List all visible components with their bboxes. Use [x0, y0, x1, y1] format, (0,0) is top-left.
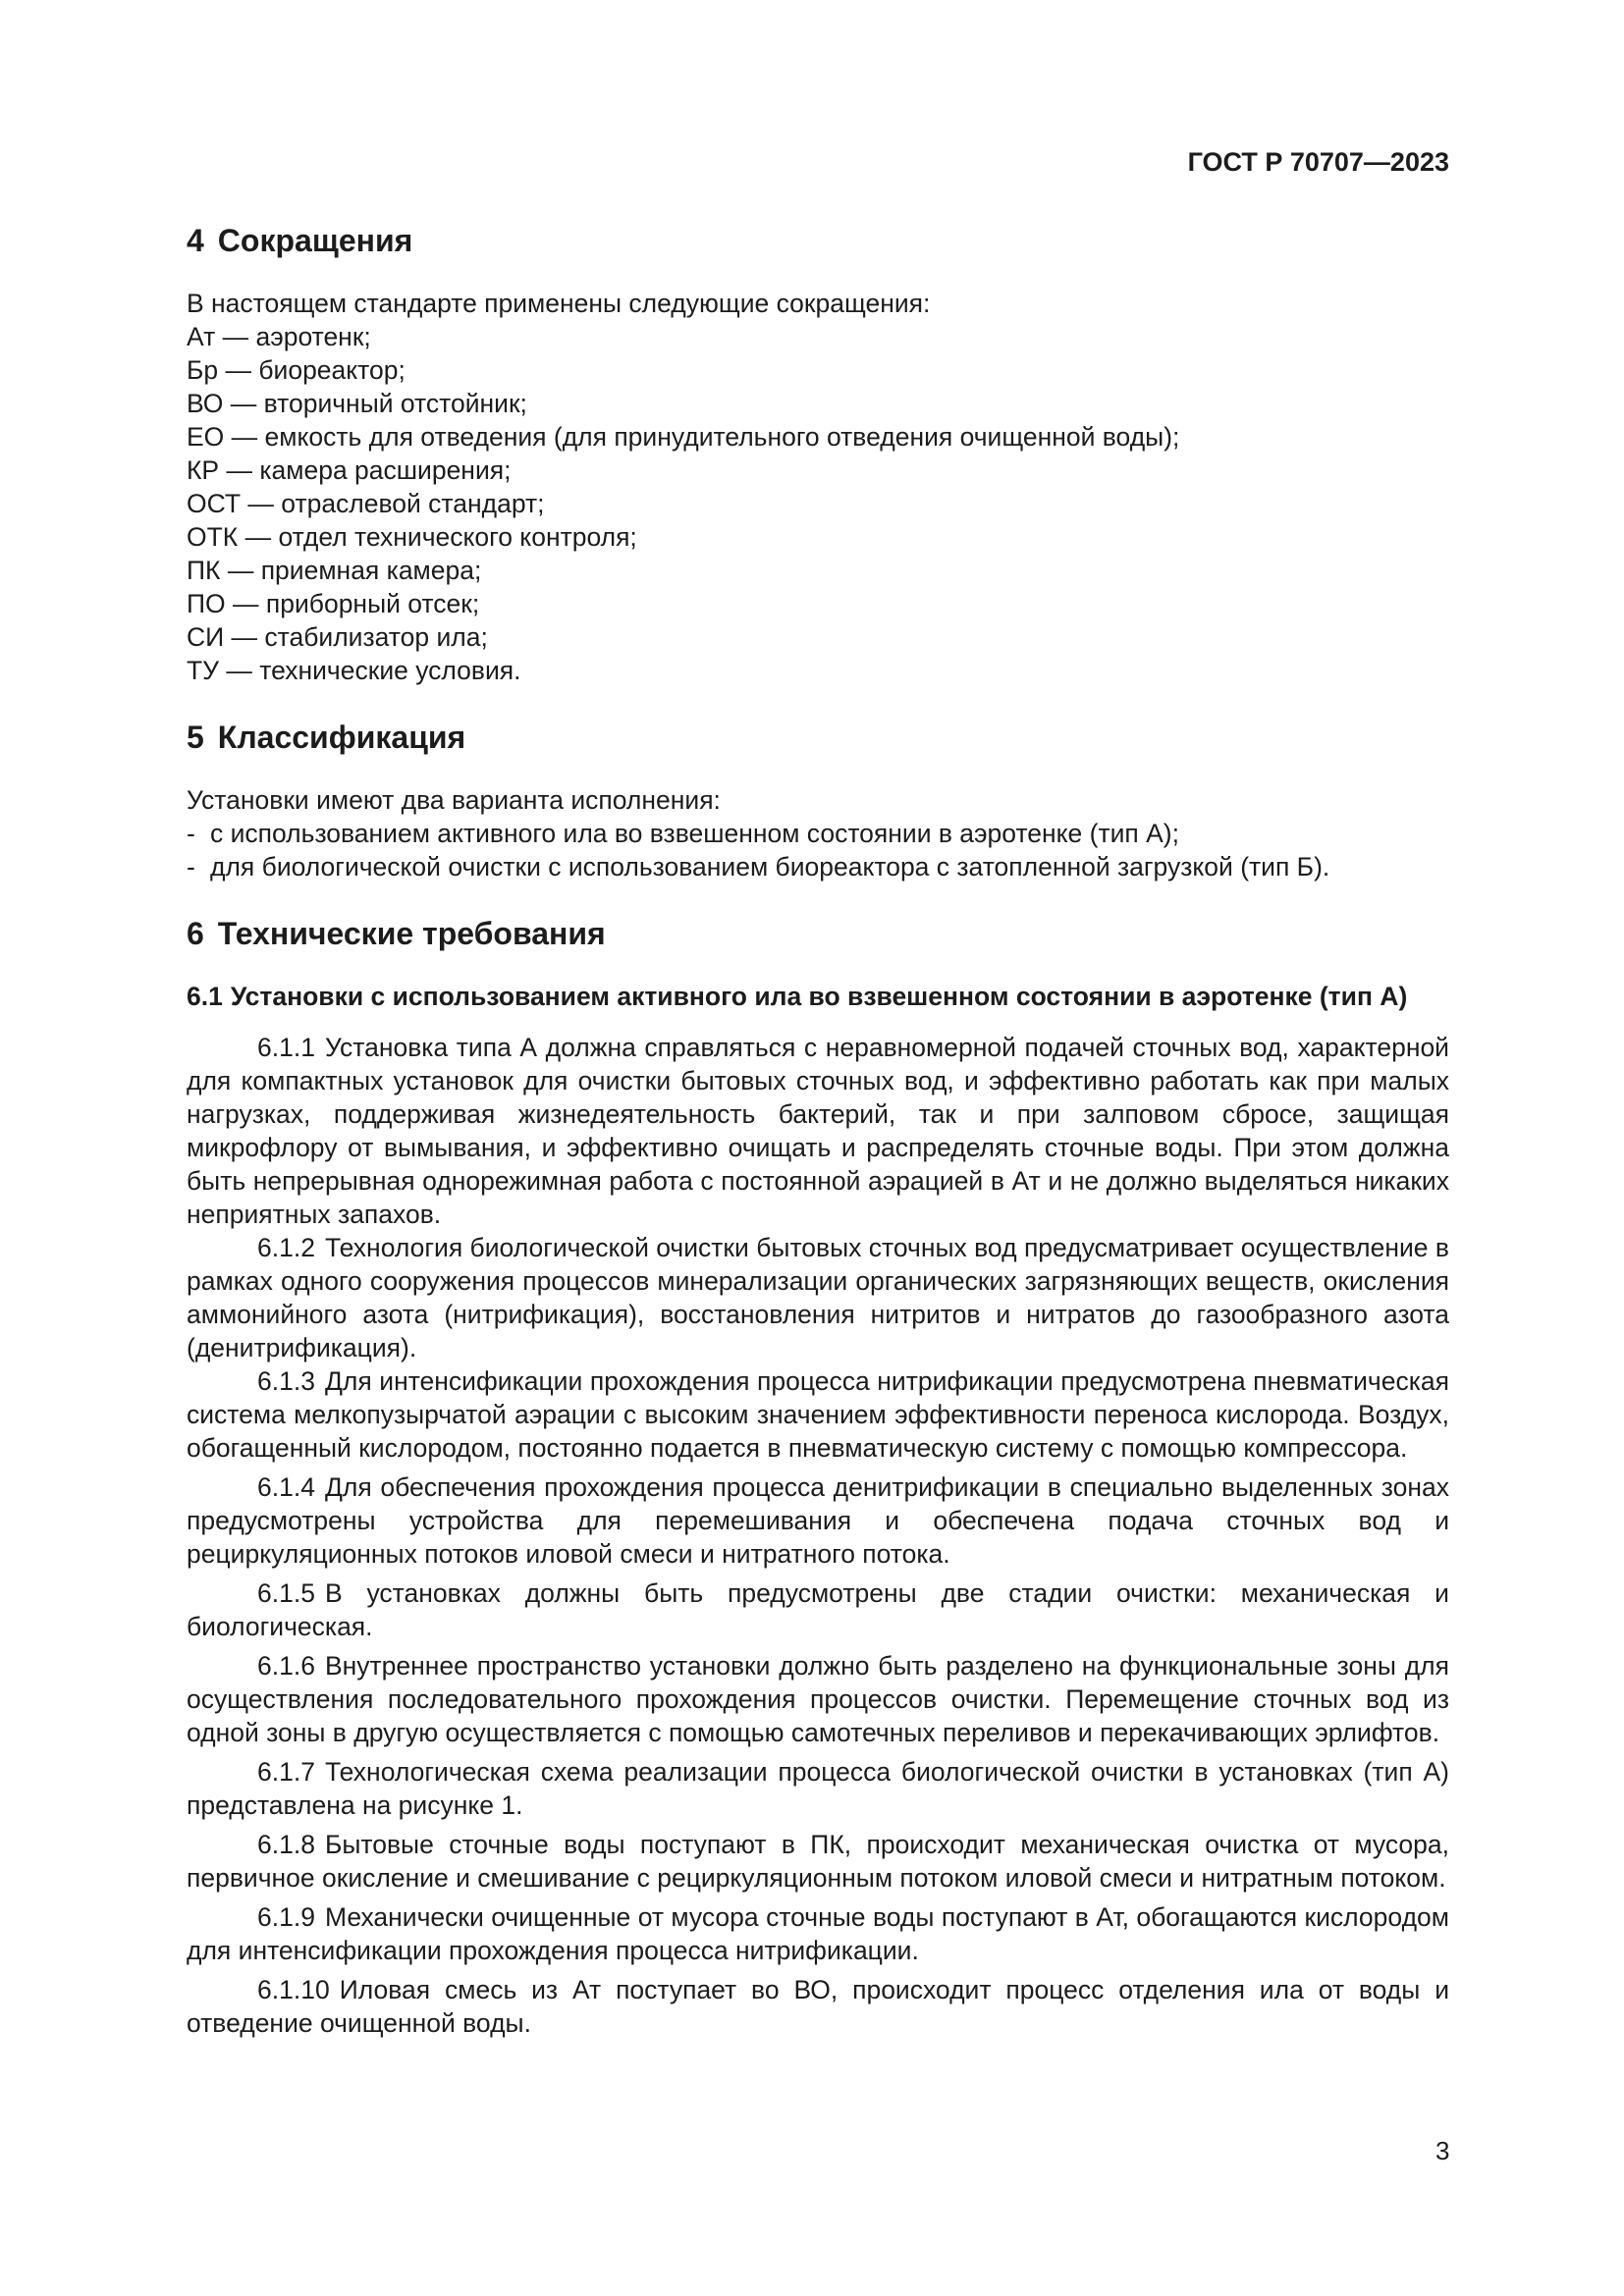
- clause-number: 6.1.2: [257, 1233, 315, 1262]
- abbreviation-item: Ат — аэротенк;: [187, 322, 371, 351]
- clause-text: Иловая смесь из Ат поступает во ВО, происходит процесс отделения ила от воды и отведение очищенной воды.: [187, 1975, 1449, 2038]
- clause-text: Технология биологической очистки бытовых сточных вод предусматривает осуществление в рамках одного сооружения процессов минерализации органических загрязняющих веществ, окисления аммонийного азота (нитрификация), восстановления нитритов и нитратов до газообразного азота (денитрификация).: [187, 1233, 1449, 1362]
- abbreviation-item: ТУ — технические условия.: [187, 656, 521, 685]
- section-abbreviations: [187, 222, 1449, 687]
- abbreviation-item: КР — камера расширения;: [187, 455, 512, 485]
- clause-text: В установках должны быть предусмотрены две стадии очистки: механическая и биологическая.: [187, 1578, 1449, 1641]
- subsection-title: Установки с использованием активного ила во взвешенном состоянии в аэротенке (тип А): [230, 982, 1408, 1011]
- section-intro: Установки имеют два варианта исполнения:: [187, 785, 721, 815]
- clause-paragraph: [187, 1828, 1449, 1895]
- section-heading: [187, 915, 1449, 952]
- page-number: 3: [1435, 2136, 1450, 2165]
- abbreviation-item: ПК — приемная камера;: [187, 556, 482, 585]
- clause-text: Для интенсификации прохождения процесса нитрификации предусмотрена пневматическая система мелкопузырчатой аэрации с высоким значением эффективности переноса кислорода. Воздух, обогащенный кислородом, постоянно подается в пневматическую систему с помощью компрессора.: [187, 1366, 1449, 1463]
- clause-number: 6.1.3: [257, 1366, 315, 1396]
- list-item: [187, 817, 1449, 850]
- clause-text: Внутреннее пространство установки должно быть разделено на функциональные зоны для осуществления последовательного прохождения процессов очистки. Перемещение сточных вод из одной зоны в другую осуществляется с помощью самотечных переливов и перекачивающих эрлифтов.: [187, 1651, 1449, 1747]
- clause-number: 6.1.10: [257, 1975, 330, 2004]
- section-heading: [187, 719, 1449, 756]
- section-number: 5: [187, 720, 204, 755]
- abbreviation-item: ОТК — отдел технического контроля;: [187, 522, 637, 552]
- clause-paragraph: [187, 1576, 1449, 1643]
- clause-paragraph: [187, 1973, 1449, 2040]
- section-title: Технические требования: [217, 916, 606, 951]
- clause-text: Для обеспечения прохождения процесса денитрификации в специально выделенных зонах предусмотрены устройства для перемешивания и обеспечена подача сточных вод и рециркуляционных потоков иловой смеси и нитратного потока.: [187, 1472, 1449, 1569]
- clause-paragraph: [187, 1231, 1449, 1364]
- abbreviation-item: ЕО — емкость для отведения (для принудительного отведения очищенной воды);: [187, 422, 1180, 452]
- section-classification: [187, 719, 1449, 883]
- clause-number: 6.1.8: [257, 1830, 315, 1859]
- abbreviation-item: ПО — приборный отсек;: [187, 589, 480, 618]
- section-number: 4: [187, 223, 204, 258]
- abbreviation-item: ВО — вторичный отстойник;: [187, 389, 527, 418]
- clause-paragraph: [187, 1755, 1449, 1822]
- document-code-header: ГОСТ Р 70707—2023: [1187, 147, 1449, 177]
- clause-paragraph: [187, 1031, 1449, 1231]
- subsection-heading: [187, 980, 1449, 1013]
- clause-number: 6.1.4: [257, 1472, 315, 1502]
- section-number: 6: [187, 916, 204, 951]
- section-intro: В настоящем стандарте применены следующие сокращения:: [187, 289, 931, 318]
- clause-text: Технологическая схема реализации процесса биологической очистки в установках (тип А) представлена на рисунке 1.: [187, 1757, 1449, 1820]
- list-item-text: для биологической очистки с использованием биореактора с затопленной загрузкой (тип Б).: [210, 852, 1330, 881]
- clause-paragraph: [187, 1364, 1449, 1465]
- section-heading: [187, 222, 1449, 259]
- section-title: Классификация: [217, 720, 466, 755]
- list-dash: -: [187, 852, 195, 881]
- clause-paragraph: [187, 1470, 1449, 1571]
- abbreviation-item: Бр — биореактор;: [187, 355, 406, 385]
- abbreviation-item: СИ — стабилизатор ила;: [187, 622, 488, 652]
- clause-paragraph: [187, 1900, 1449, 1967]
- section-title: Сокращения: [217, 223, 413, 258]
- page-content: [187, 222, 1449, 2071]
- list-dash: -: [187, 819, 195, 848]
- abbreviation-item: ОСТ — отраслевой стандарт;: [187, 489, 545, 518]
- subsection-number: 6.1: [187, 982, 223, 1011]
- clause-number: 6.1.9: [257, 1902, 315, 1932]
- clause-paragraph: [187, 1649, 1449, 1749]
- clause-number: 6.1.5: [257, 1578, 315, 1608]
- section-technical-requirements: [187, 915, 1449, 2040]
- clause-number: 6.1.6: [257, 1651, 315, 1681]
- clause-number: 6.1.7: [257, 1757, 315, 1787]
- clause-text: Механически очищенные от мусора сточные воды поступают в Ат, обогащаются кислородом для интенсификации прохождения процесса нитрификации.: [187, 1902, 1449, 1965]
- clause-number: 6.1.1: [257, 1033, 315, 1062]
- list-item: [187, 850, 1449, 883]
- clause-text: Установка типа А должна справляться с неравномерной подачей сточных вод, характерной для компактных установок для очистки бытовых сточных вод, и эффективно работать как при малых нагрузках, поддерживая жизнедеятельность бактерий, так и при залповом сбросе, защищая микрофлору от вымывания, и эффективно очищать и распределять сточные воды. При этом должна быть непрерывная однорежимная работа с постоянной аэрацией в Ат и не должно выделяться никаких неприятных запахов.: [187, 1033, 1449, 1229]
- clause-text: Бытовые сточные воды поступают в ПК, происходит механическая очистка от мусора, первичное окисление и смешивание с рециркуляционным потоком иловой смеси и нитратным потоком.: [187, 1830, 1449, 1893]
- list-item-text: с использованием активного ила во взвешенном состоянии в аэротенке (тип А);: [210, 819, 1179, 848]
